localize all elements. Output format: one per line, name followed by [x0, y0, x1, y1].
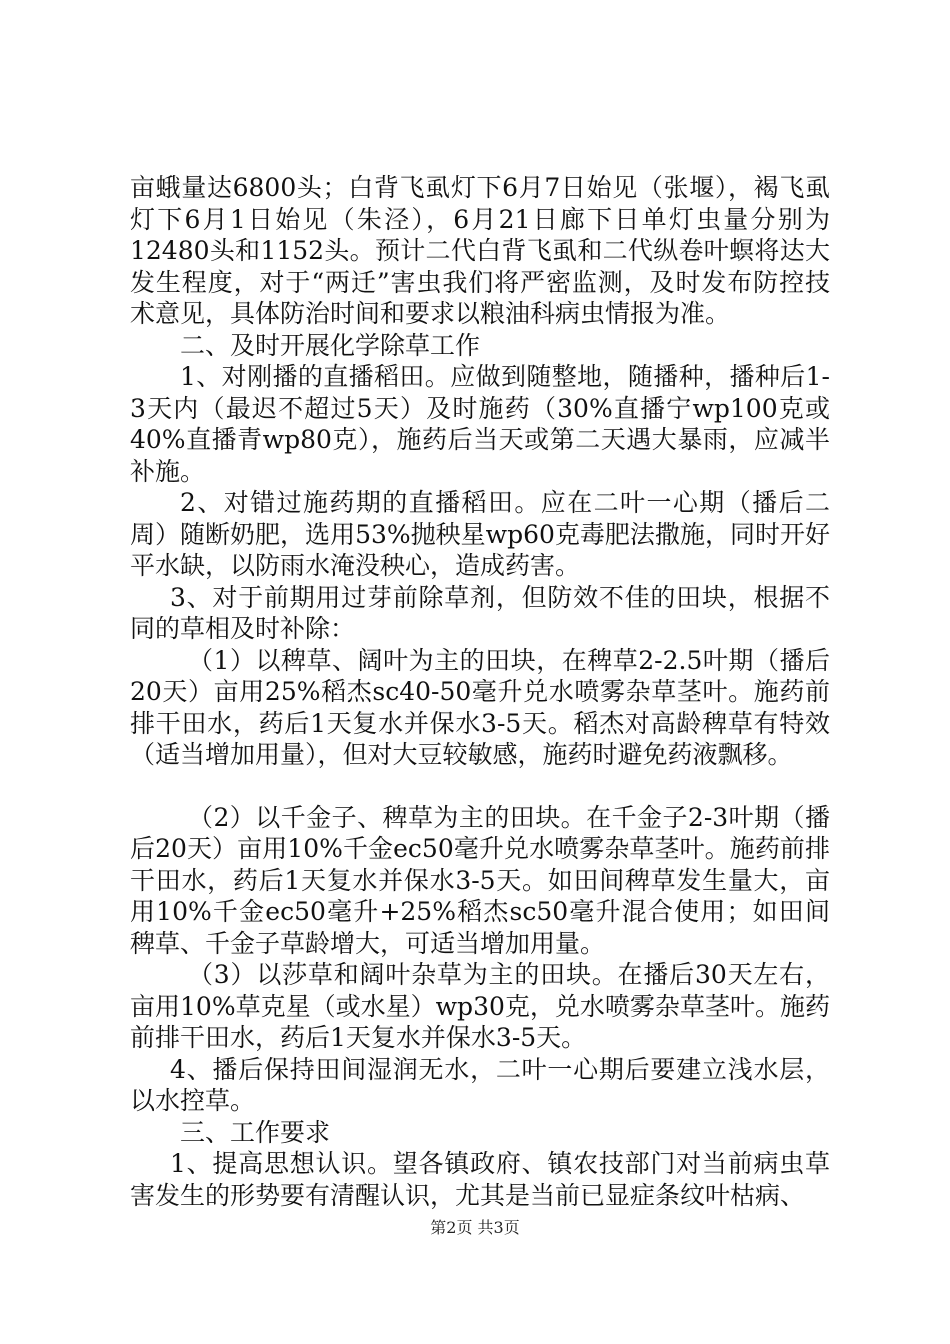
paragraph-item-2: 2、对错过施药期的直播稻田。应在二叶一心期（播后二周）随断奶肥，选用53%抛秧星wp60克毒肥法撒施，同时开好平水缺，以防雨水淹没秧心，造成药害。	[130, 488, 830, 580]
paragraph-pest-monitoring: 亩蛾量达6800头；白背飞虱灯下6月7日始见（张堰），褐飞虱灯下6月1日始见（朱泾），6月21日廊下日单灯虫量分别为12480头和1152头。预计二代白背飞虱和二代纵卷叶螟将达大发生程度，对于“两迁”害虫我们将严密监测，及时发布防控技术意见，具体防治时间和要求以粮油科病虫情报为准。	[130, 173, 830, 328]
paragraph-item-3: 3、对于前期用过芽前除草剂，但防效不佳的田块，根据不同的草相及时补除：	[130, 582, 830, 643]
paragraph-subitem-2: （2）以千金子、稗草为主的田块。在千金子2-3叶期（播后20天）亩用10%千金ec50毫升兑水喷雾杂草茎叶。施药前排干田水，药后1天复水并保水3-5天。如田间稗草发生量大，亩用10%千金ec50毫升+25%稻杰sc50毫升混合使用；如田间稗草、千金子草龄增大，可适当增加用量。	[130, 802, 830, 958]
paragraph-subitem-1: （1）以稗草、阔叶为主的田块，在稗草2-2.5叶期（播后20天）亩用25%稻杰sc40-50毫升兑水喷雾杂草茎叶。施药前排干田水，药后1天复水并保水3-5天。稻杰对高龄稗草有特效（适当增加用量），但对大豆较敏感，施药时避免药液飘移。	[130, 645, 830, 769]
document-body	[130, 172, 830, 1211]
blank-line	[130, 771, 830, 802]
paragraph-requirement-1: 1、提高思想认识。望各镇政府、镇农技部门对当前病虫草害发生的形势要有清醒认识，尤其是当前已显症条纹叶枯病、	[130, 1149, 830, 1210]
paragraph-item-1: 1、对刚播的直播稻田。应做到随整地，随播种，播种后1-3天内（最迟不超过5天）及时施药（30%直播宁wp100克或40%直播青wp80克），施药后当天或第二天遇大暴雨，应减半补施。	[130, 362, 830, 486]
section-heading-weeding: 二、及时开展化学除草工作	[180, 330, 481, 360]
page-footer: 第2页 共3页	[430, 1218, 520, 1237]
section-heading-requirements: 三、工作要求	[180, 1117, 331, 1147]
paragraph-item-4: 4、播后保持田间湿润无水，二叶一心期后要建立浅水层，以水控草。	[130, 1054, 830, 1115]
paragraph-subitem-3: （3）以莎草和阔叶杂草为主的田块。在播后30天左右，亩用10%草克星（或水星）wp30克，兑水喷雾杂草茎叶。施药前排干田水，药后1天复水并保水3-5天。	[130, 960, 830, 1052]
